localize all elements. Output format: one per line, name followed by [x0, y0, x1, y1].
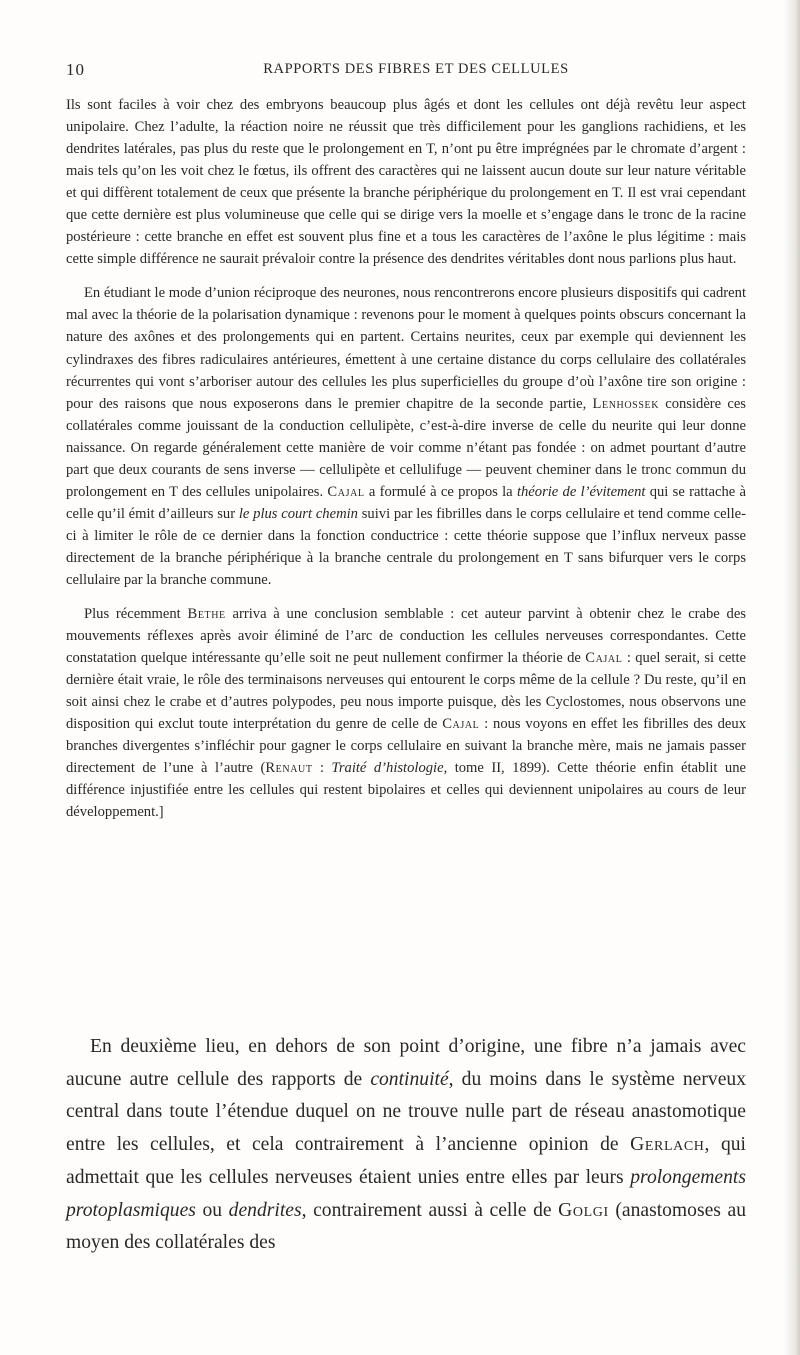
italic-term: théorie de l’évitement: [516, 483, 646, 500]
paragraph-1: Ils sont faciles à voir chez des embryons beaucoup plus âgés et dont les cellules ont déjà revêtu leur aspect unipolaire. Chez l’adulte, la réaction noire ne réussit que très difficilement pour les ganglions rachidiens, et les dendrites latérales, pas plus du reste que le prolongement en T, n’ont pu être imprégnées par le chromate d’argent : mais tels qu’on les voit chez le fœtus, ils offrent des caractères qui ne laissent aucun doute sur leur nature véritable et qui diffèrent totalement de ceux que présente la branche périphérique du prolongement en T. Il est vrai cependant que cette dernière est plus volumineuse que celle qui se dirige vers la moelle et s’engage dans le tronc de la racine postérieure : cette branche en effet est souvent plus fine et a tous les caractères de l’axône le plus légitime : mais cette simple différence ne saurait prévaloir contre la présence des dendrites véritables dont nous parlions plus haut.: [66, 97, 746, 268]
author-name: Golgi: [558, 1199, 609, 1221]
main-text-section: [66, 1031, 746, 1260]
author-name: Cajal: [327, 483, 365, 500]
small-print-section: [66, 94, 746, 824]
paragraph-4: En deuxième lieu, en dehors de son point d’origine, une fibre n’a jamais avec aucune autre cellule des rapports de continuité, du moins dans le système nerveux central dans toute l’étendue duquel on ne trouve nulle part de réseau anastomotique entre les cellules, et cela contrairement à l’ancienne opinion de Gerlach, qui admettait que les cellules nerveuses étaient unies entre elles par leurs prolongements protoplasmiques ou dendrites, contrairement aussi à celle de Golgi (anastomoses au moyen des collatérales des: [66, 1036, 746, 1254]
italic-term: dendrites: [228, 1199, 302, 1221]
page-number: 10: [66, 60, 85, 79]
page-header: [66, 60, 746, 84]
author-name: Bethe: [187, 606, 226, 623]
italic-term: le plus court chemin: [238, 505, 358, 522]
paragraph-3: Plus récemment Bethe arriva à une conclusion semblable : cet auteur parvint à obtenir chez le crabe des mouvements réflexes après avoir éliminé de l’arc de conduction les cellules nerveuses correspondantes. Cette constatation quelque intéressante qu’elle soit ne peut nullement confirmer la théorie de Cajal : quel serait, si cette dernière était vraie, le rôle des terminaisons nerveuses qui entourent le corps même de la cellule ? Du reste, qu’il en soit ainsi chez le crabe et d’autres polypodes, peu nous importe puisque, dès les Cyclostomes, nous observons une disposition qui exclut toute interprétation du genre de celle de Cajal : nous voyons en effet les fibrilles des deux branches divergentes s’infléchir pour gagner le corps cellulaire en suivant la branche mère, mais ne jamais passer directement de l’une à l’autre (Renaut : Traité d’histologie, tome II, 1899). Cette théorie enfin établit une différence injustifiée entre les cellules qui restent bipolaires et celles qui deviennent unipolaires au cours de leur développement.]: [66, 606, 747, 821]
author-name: Lenhossek: [592, 395, 660, 412]
italic-term: continuité: [370, 1068, 449, 1090]
italic-term: prolongements protoplasmiques: [66, 1166, 746, 1221]
italic-title: Traité d’histologie: [331, 760, 444, 777]
author-name: Gerlach: [630, 1134, 705, 1156]
author-name: Renaut: [265, 760, 313, 777]
page-edge-shadow: [784, 0, 800, 1355]
paragraph-2: En étudiant le mode d’union réciproque des neurones, nous rencontrerons encore plusieurs dispositifs qui cadrent mal avec la théorie de la polarisation dynamique : revenons pour le moment à quelques points obscurs concernant la nature des axônes et des prolongements qui en partent. Certains neurites, ceux par exemple qui deviennent les cylindraxes des fibres radiculaires antérieures, émettent à une certaine distance du corps cellulaire des collatérales récurrentes qui vont s’arboriser autour des cellules les plus superficielles du groupe d’où l’axône tire son origine : pour des raisons que nous exposerons dans le premier chapitre de la seconde partie, Lenhossek considère ces collatérales comme jouissant de la conduction cellulipète, c’est-à-dire inverse de celle du neurite qui leur donne naissance. On regarde généralement cette manière de voir comme n’étant pas fondée : on admet pourtant d’autre part que deux courants de sens inverse — cellulipète et cellulifuge — peuvent cheminer dans le tronc commun du prolongement en T des cellules unipolaires. Cajal a formulé à ce propos la théorie de l’évitement qui se rattache à celle qu’il émit d’ailleurs sur le plus court chemin suivi par les fibrilles dans le corps cellulaire et tend comme celle-ci à limiter le rôle de ce dernier dans la fonction conductrice : cette théorie suppose que l’influx nerveux passe directement de la branche périphérique à la branche centrale du prolongement en T sans bifurquer vers le corps cellulaire par la branche commune.: [66, 285, 747, 588]
author-name: Cajal: [442, 716, 480, 733]
running-title: RAPPORTS DES FIBRES ET DES CELLULES: [263, 61, 569, 77]
author-name: Cajal: [585, 650, 623, 667]
